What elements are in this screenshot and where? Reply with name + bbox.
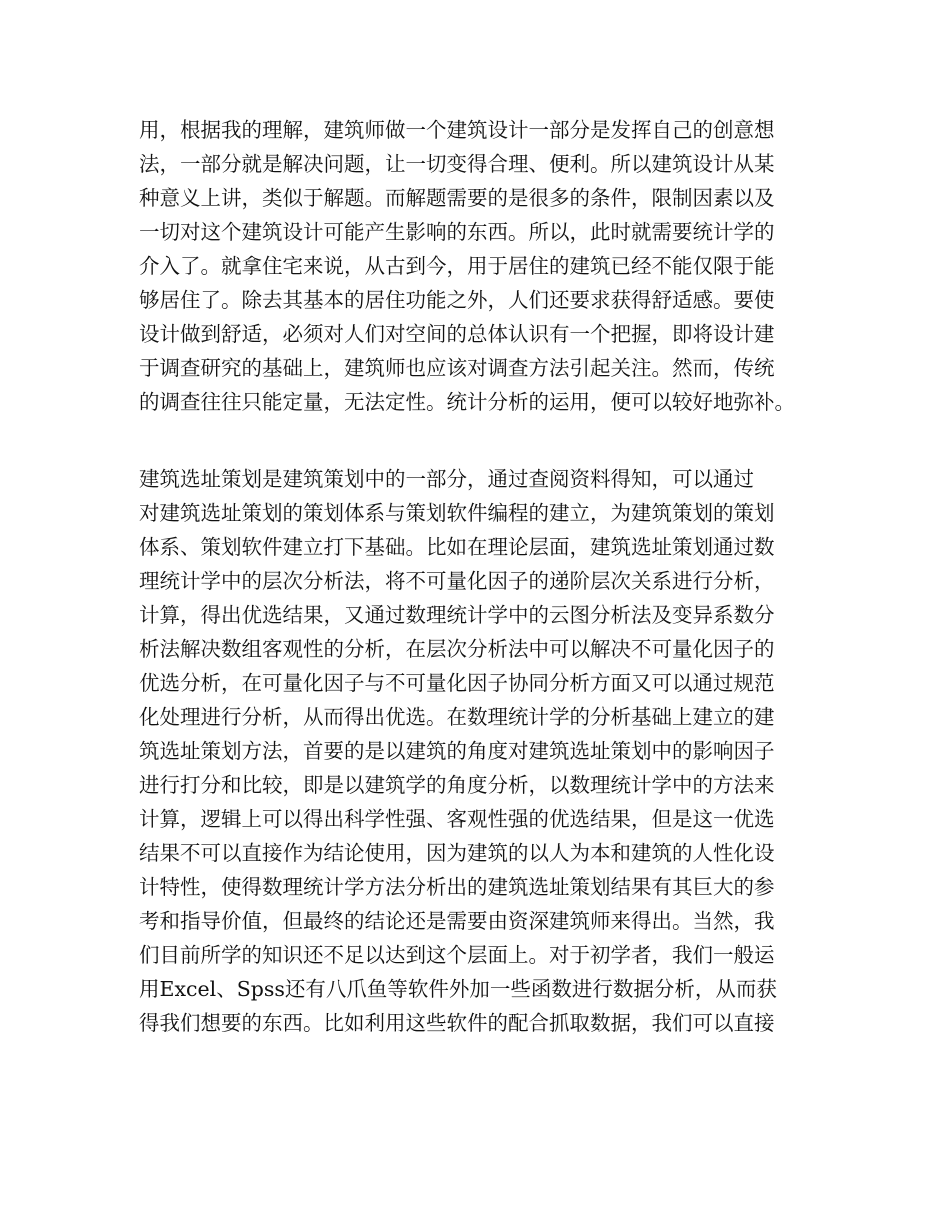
paragraph-2-line-1: 建筑选址策划是建筑策划中的一部分，通过查阅资料得知，可以通过 <box>139 467 754 491</box>
paragraph-1-line-4: 一切对这个建筑设计可能产生影响的东西。所以，此时就需要统计学的 <box>139 220 775 244</box>
paragraph-1-line-3: 种意义上讲，类似于解题。而解题需要的是很多的条件，限制因素以及 <box>139 186 775 210</box>
paragraph-2-line-9: 筑选址策划方法，首要的是以建筑的角度对建筑选址策划中的影响因子 <box>139 739 775 763</box>
paragraph-1-line-8: 于调查研究的基础上，建筑师也应该对调查方法引起关注。然而，传统 <box>139 356 775 380</box>
paragraph-1-line-5: 介入了。就拿住宅来说，从古到今，用于居住的建筑已经不能仅限于能 <box>139 254 775 278</box>
paragraph-1-line-7: 设计做到舒适，必须对人们对空间的总体认识有一个把握，即将设计建 <box>139 322 775 346</box>
paragraph-2-line-5: 计算，得出优选结果，又通过数理统计学中的云图分析法及变异系数分 <box>139 603 775 627</box>
paragraph-2-line-7: 优选分析，在可量化因子与不可量化因子协同分析方面又可以通过规范 <box>139 671 775 695</box>
paragraph-1-line-9: 的调查往往只能定量，无法定性。统计分析的运用，便可以较好地弥补。 <box>139 390 795 414</box>
paragraph-2-line-12: 结果不可以直接作为结论使用，因为建筑的以人为本和建筑的人性化设 <box>139 841 775 865</box>
paragraph-2-line-6: 析法解决数组客观性的分析，在层次分析法中可以解决不可量化因子的 <box>139 637 775 661</box>
paragraph-2-line-15: 们目前所学的知识还不足以达到这个层面上。对于初学者，我们一般运 <box>139 943 775 967</box>
paragraph-2-line-3: 体系、策划软件建立打下基础。比如在理论层面，建筑选址策划通过数 <box>139 535 775 559</box>
paragraph-2-line-14: 考和指导价值，但最终的结论还是需要由资深建筑师来得出。当然，我 <box>139 909 775 933</box>
paragraph-1-line-6: 够居住了。除去其基本的居住功能之外，人们还要求获得舒适感。要使 <box>139 288 775 312</box>
paragraph-1-line-2: 法，一部分就是解决问题，让一切变得合理、便利。所以建筑设计从某 <box>139 152 775 176</box>
paragraph-2-line-4: 理统计学中的层次分析法，将不可量化因子的递阶层次关系进行分析， <box>139 569 775 593</box>
paragraph-2-line-11: 计算，逻辑上可以得出科学性强、客观性强的优选结果，但是这一优选 <box>139 807 775 831</box>
paragraph-2-line-10: 进行打分和比较，即是以建筑学的角度分析，以数理统计学中的方法来 <box>139 773 775 797</box>
paragraph-2-line-16: 用Excel、Spss还有八爪鱼等软件外加一些函数进行数据分析，从而获 <box>139 977 777 1001</box>
paragraph-2-line-8: 化处理进行分析，从而得出优选。在数理统计学的分析基础上建立的建 <box>139 705 775 729</box>
paragraph-2-line-13: 计特性，使得数理统计学方法分析出的建筑选址策划结果有其巨大的参 <box>139 875 775 899</box>
paragraph-1-line-1: 用，根据我的理解，建筑师做一个建筑设计一部分是发挥自己的创意想 <box>139 118 775 142</box>
paragraph-2-line-2: 对建筑选址策划的策划体系与策划软件编程的建立，为建筑策划的策划 <box>139 501 775 525</box>
paragraph-2-line-17: 得我们想要的东西。比如利用这些软件的配合抓取数据，我们可以直接 <box>139 1011 775 1035</box>
